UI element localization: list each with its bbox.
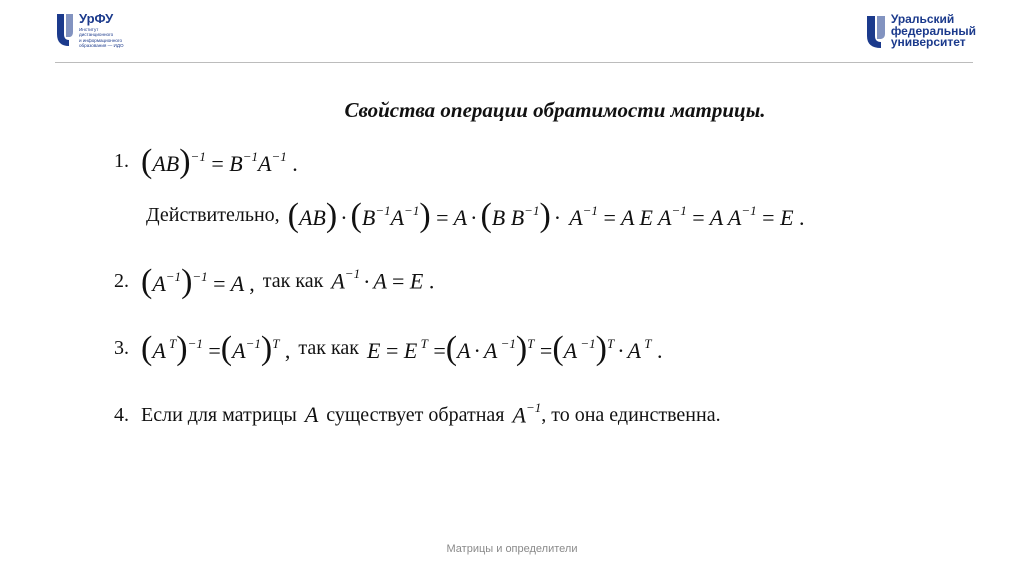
formula-inverse-of-inverse: $(A^{-1})^{-1} = A$ , bbox=[141, 263, 255, 300]
item-number: 1. bbox=[114, 150, 129, 172]
left-brand-name: УрФУ bbox=[79, 11, 114, 26]
property-1-proof bbox=[146, 197, 805, 234]
institute-name: Институт дистанционного и информационного образования — ИДО bbox=[79, 27, 124, 49]
urfu-u-emblem-icon bbox=[55, 12, 75, 48]
since-label: так как bbox=[298, 337, 360, 359]
header-divider bbox=[55, 62, 973, 63]
matrix-symbol: A bbox=[304, 402, 319, 428]
formula-transpose-inverse: (A $^T)^{-1} =(A^{-1})^T$ , bbox=[141, 330, 291, 367]
property-4 bbox=[114, 402, 721, 428]
item-number: 4. bbox=[114, 403, 129, 426]
property-2 bbox=[114, 263, 435, 300]
formula-inverse-symbol: $A^{-1}$ bbox=[512, 400, 542, 428]
item-number: 3. bbox=[114, 337, 129, 359]
university-name: Уральский федеральный университет bbox=[890, 12, 976, 49]
property-3 bbox=[114, 330, 663, 367]
item-number: 2. bbox=[114, 270, 129, 292]
since-label: так как bbox=[262, 270, 324, 292]
urfu-u-emblem-icon bbox=[865, 14, 887, 50]
urfu-institute-logo bbox=[55, 12, 124, 49]
property-4-text-a: Если для матрицы bbox=[141, 403, 297, 426]
formula-inverse-of-product: $(AB)^{-1} = B^{-1}A^{-1}$ . bbox=[141, 143, 298, 180]
formula-proof: $(AB) \cdot(B^{-1}A^{-1}) = A \cdot(B$ $B^{-1}) \cdot A^{-1} = A$ E $A^{-1} = A$ $A^{-1} = E$ . bbox=[287, 197, 805, 234]
slide-title: Свойства операции обратимости матрицы. bbox=[344, 98, 766, 122]
urfu-university-logo bbox=[865, 14, 976, 50]
slide-header bbox=[0, 0, 1024, 70]
property-4-text-c: , то она единственна. bbox=[541, 403, 721, 426]
property-1 bbox=[114, 143, 298, 180]
formula-reason-2: $A^{-1} \cdot A = E$ . bbox=[331, 266, 435, 294]
property-4-text-b: существует обратная bbox=[326, 403, 505, 426]
slide-footer: Матрицы и определители bbox=[446, 543, 578, 555]
formula-reason-3: E = E $^T$ =(A · A $^{-1}$)$^T$ =(A $^{-1}$)$^T$ · A $^T$ . bbox=[367, 330, 663, 367]
proof-word: Действительно, bbox=[146, 204, 280, 226]
